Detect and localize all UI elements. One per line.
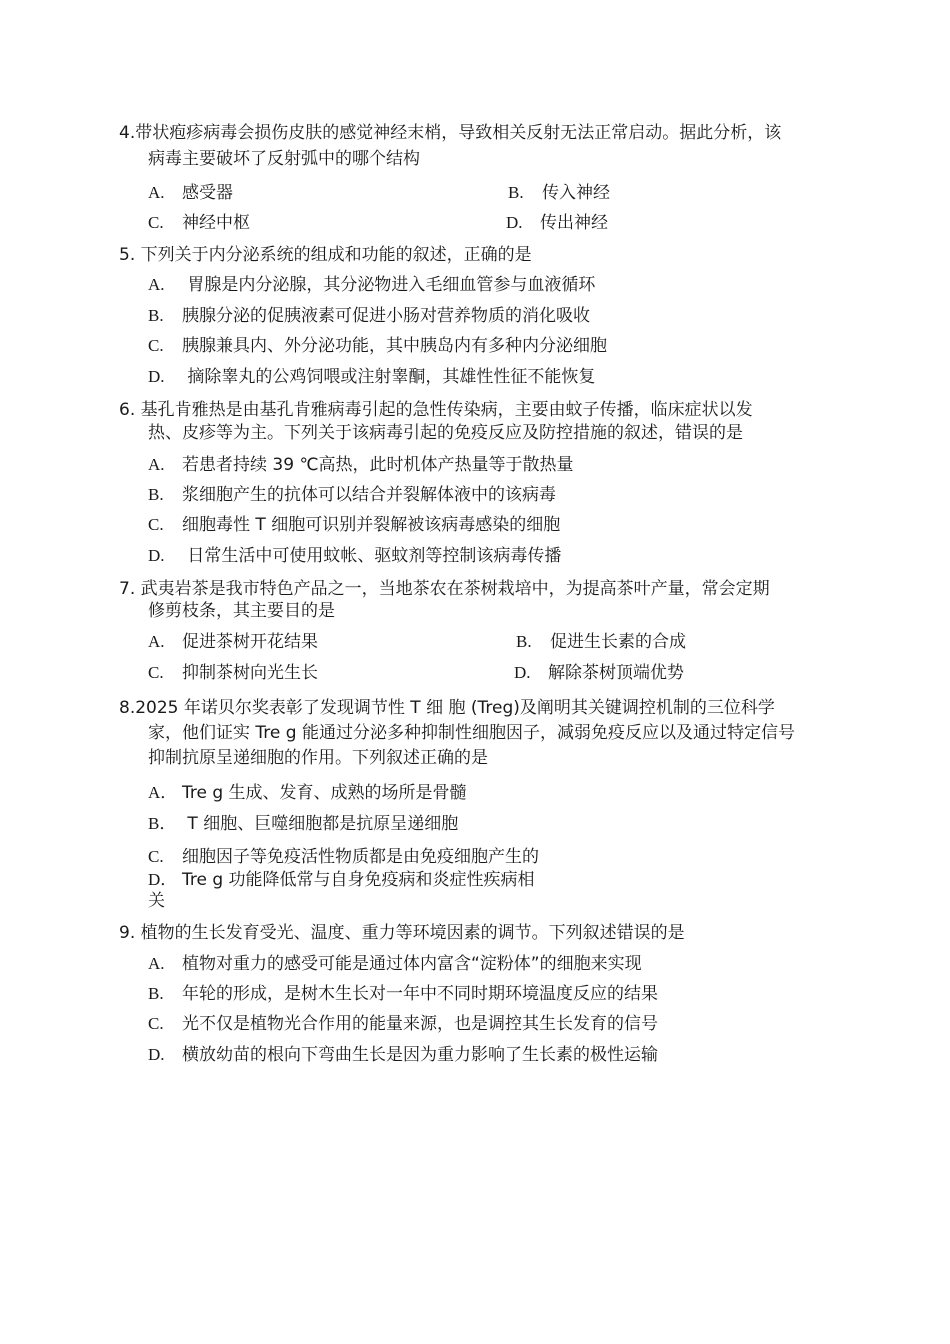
option-letter: B. — [148, 984, 164, 1003]
option-text: 植物对重力的感受可能是通过体内富含“淀粉体”的细胞来实现 — [182, 954, 642, 974]
option-text: 年轮的形成，是树木生长对一年中不同时期环境温度反应的结果 — [182, 984, 658, 1004]
option-text: 光不仅是植物光合作用的能量来源，也是调控其生长发育的信号 — [182, 1014, 658, 1034]
question-9-option-d — [148, 1043, 658, 1067]
option-text: 日常生活中可使用蚊帐、驱蚊剂等控制该病毒传播 — [182, 546, 562, 566]
option-letter: B. — [516, 632, 532, 651]
question-4-stem: 4.带状疱疹病毒会损伤皮肤的感觉神经末梢，导致相关反射无法正常启动。据此分析，该 — [119, 123, 782, 143]
option-letter: A. — [148, 632, 165, 651]
question-4-stem-cont: 病毒主要破坏了反射弧中的哪个结构 — [148, 149, 420, 169]
question-9-stem: 9. 植物的生长发育受光、温度、重力等环境因素的调节。下列叙述错误的是 — [119, 923, 685, 943]
option-letter: A. — [148, 954, 165, 973]
question-9-option-a — [148, 952, 642, 976]
option-letter: B． — [148, 814, 177, 833]
question-4-option-b — [508, 181, 610, 205]
option-letter: A. — [148, 183, 165, 202]
question-5-option-c — [148, 334, 607, 358]
question-4-option-a — [148, 181, 233, 205]
option-text: Tre g 功能降低常与自身免疫病和炎症性疾病相 — [182, 870, 535, 890]
question-7-stem: 7. 武夷岩茶是我市特色产品之一，当地茶农在茶树栽培中，为提高茶叶产量，常会定期 — [119, 579, 770, 599]
option-text: 传出神经 — [540, 213, 608, 233]
option-letter: A. — [148, 275, 165, 294]
option-text: T 细胞、巨噬细胞都是抗原呈递细胞 — [182, 814, 459, 834]
question-5-option-b — [148, 304, 590, 328]
option-letter: B. — [148, 306, 164, 325]
option-text: 若患者持续 39 ℃高热，此时机体产热量等于散热量 — [182, 455, 574, 475]
option-letter: A. — [148, 455, 165, 474]
question-5-option-a — [148, 273, 595, 297]
option-letter: B. — [148, 485, 164, 504]
option-text: 传入神经 — [542, 183, 610, 203]
option-text: 促进茶树开花结果 — [182, 632, 318, 652]
question-8-stem-cont-1: 家，他们证实 Tre g 能通过分泌多种抑制性细胞因子，减弱免疫反应以及通过特定信号 — [148, 723, 795, 743]
option-letter: D． — [148, 870, 178, 889]
question-8-option-d — [148, 868, 535, 892]
option-letter: D. — [514, 663, 531, 682]
option-text: 横放幼苗的根向下弯曲生长是因为重力影响了生长素的极性运输 — [182, 1045, 658, 1065]
option-letter: B. — [508, 183, 524, 202]
question-6-option-c — [148, 513, 560, 537]
question-9-option-c — [148, 1012, 658, 1036]
question-6-option-b — [148, 483, 556, 507]
option-text: 解除茶树顶端优势 — [548, 663, 684, 683]
option-text: 摘除睾丸的公鸡饲喂或注射睾酮，其雄性性征不能恢复 — [182, 367, 596, 387]
question-7-option-c — [148, 661, 318, 685]
option-text: 感受器 — [182, 183, 233, 203]
option-letter: C. — [148, 847, 164, 866]
question-6-option-a — [148, 453, 574, 477]
option-letter: C. — [148, 663, 164, 682]
option-letter: D. — [148, 546, 165, 565]
option-letter: C. — [148, 336, 164, 355]
option-letter: C. — [148, 1014, 164, 1033]
option-text: 浆细胞产生的抗体可以结合并裂解体液中的该病毒 — [182, 485, 556, 505]
question-8-stem-cont-2: 抑制抗原呈递细胞的作用。下列叙述正确的是 — [148, 748, 488, 768]
question-8-stem: 8.2025 年诺贝尔奖表彰了发现调节性 T 细 胞 (Treg)及阐明其关键调控机制的三位科学 — [119, 698, 775, 718]
option-text: 细胞毒性 T 细胞可识别并裂解被该病毒感染的细胞 — [182, 515, 561, 535]
option-text: 胰腺兼具内、外分泌功能，其中胰岛内有多种内分泌细胞 — [182, 336, 607, 356]
question-6-option-d — [148, 544, 561, 568]
question-8-option-c — [148, 845, 539, 869]
question-8-option-a — [148, 781, 467, 805]
question-6-stem-cont: 热、皮疹等为主。下列关于该病毒引起的免疫反应及防控措施的叙述，错误的是 — [148, 423, 743, 443]
option-letter: C. — [148, 213, 164, 232]
question-7-stem-cont: 修剪枝条，其主要目的是 — [148, 601, 335, 621]
question-5-stem: 5. 下列关于内分泌系统的组成和功能的叙述，正确的是 — [119, 245, 532, 265]
option-text: 细胞因子等免疫活性物质都是由免疫细胞产生的 — [182, 847, 539, 867]
option-text: 抑制茶树向光生长 — [182, 663, 318, 683]
question-7-option-d — [514, 661, 684, 685]
option-letter: D. — [148, 1045, 165, 1064]
option-text: 促进生长素的合成 — [550, 632, 686, 652]
question-9-option-b — [148, 982, 658, 1006]
question-6-stem: 6. 基孔肯雅热是由基孔肯雅病毒引起的急性传染病，主要由蚊子传播，临床症状以发 — [119, 400, 753, 420]
option-letter: C. — [148, 515, 164, 534]
option-text: 神经中枢 — [182, 213, 250, 233]
question-8-option-b — [148, 812, 458, 836]
option-text: 胰腺分泌的促胰液素可促进小肠对营养物质的消化吸收 — [182, 306, 590, 326]
option-text: 胃腺是内分泌腺，其分泌物进入毛细血管参与血液循环 — [182, 275, 596, 295]
question-4-option-c — [148, 211, 250, 235]
option-letter: A． — [148, 783, 178, 802]
question-7-option-b — [516, 630, 686, 654]
option-letter: D. — [506, 213, 523, 232]
question-8-option-d-wrap: 关 — [148, 891, 165, 911]
option-text: Tre g 生成、发育、成熟的场所是骨髓 — [182, 783, 467, 803]
option-letter: D. — [148, 367, 165, 386]
question-5-option-d — [148, 365, 595, 389]
question-7-option-a — [148, 630, 318, 654]
question-4-option-d — [506, 211, 608, 235]
